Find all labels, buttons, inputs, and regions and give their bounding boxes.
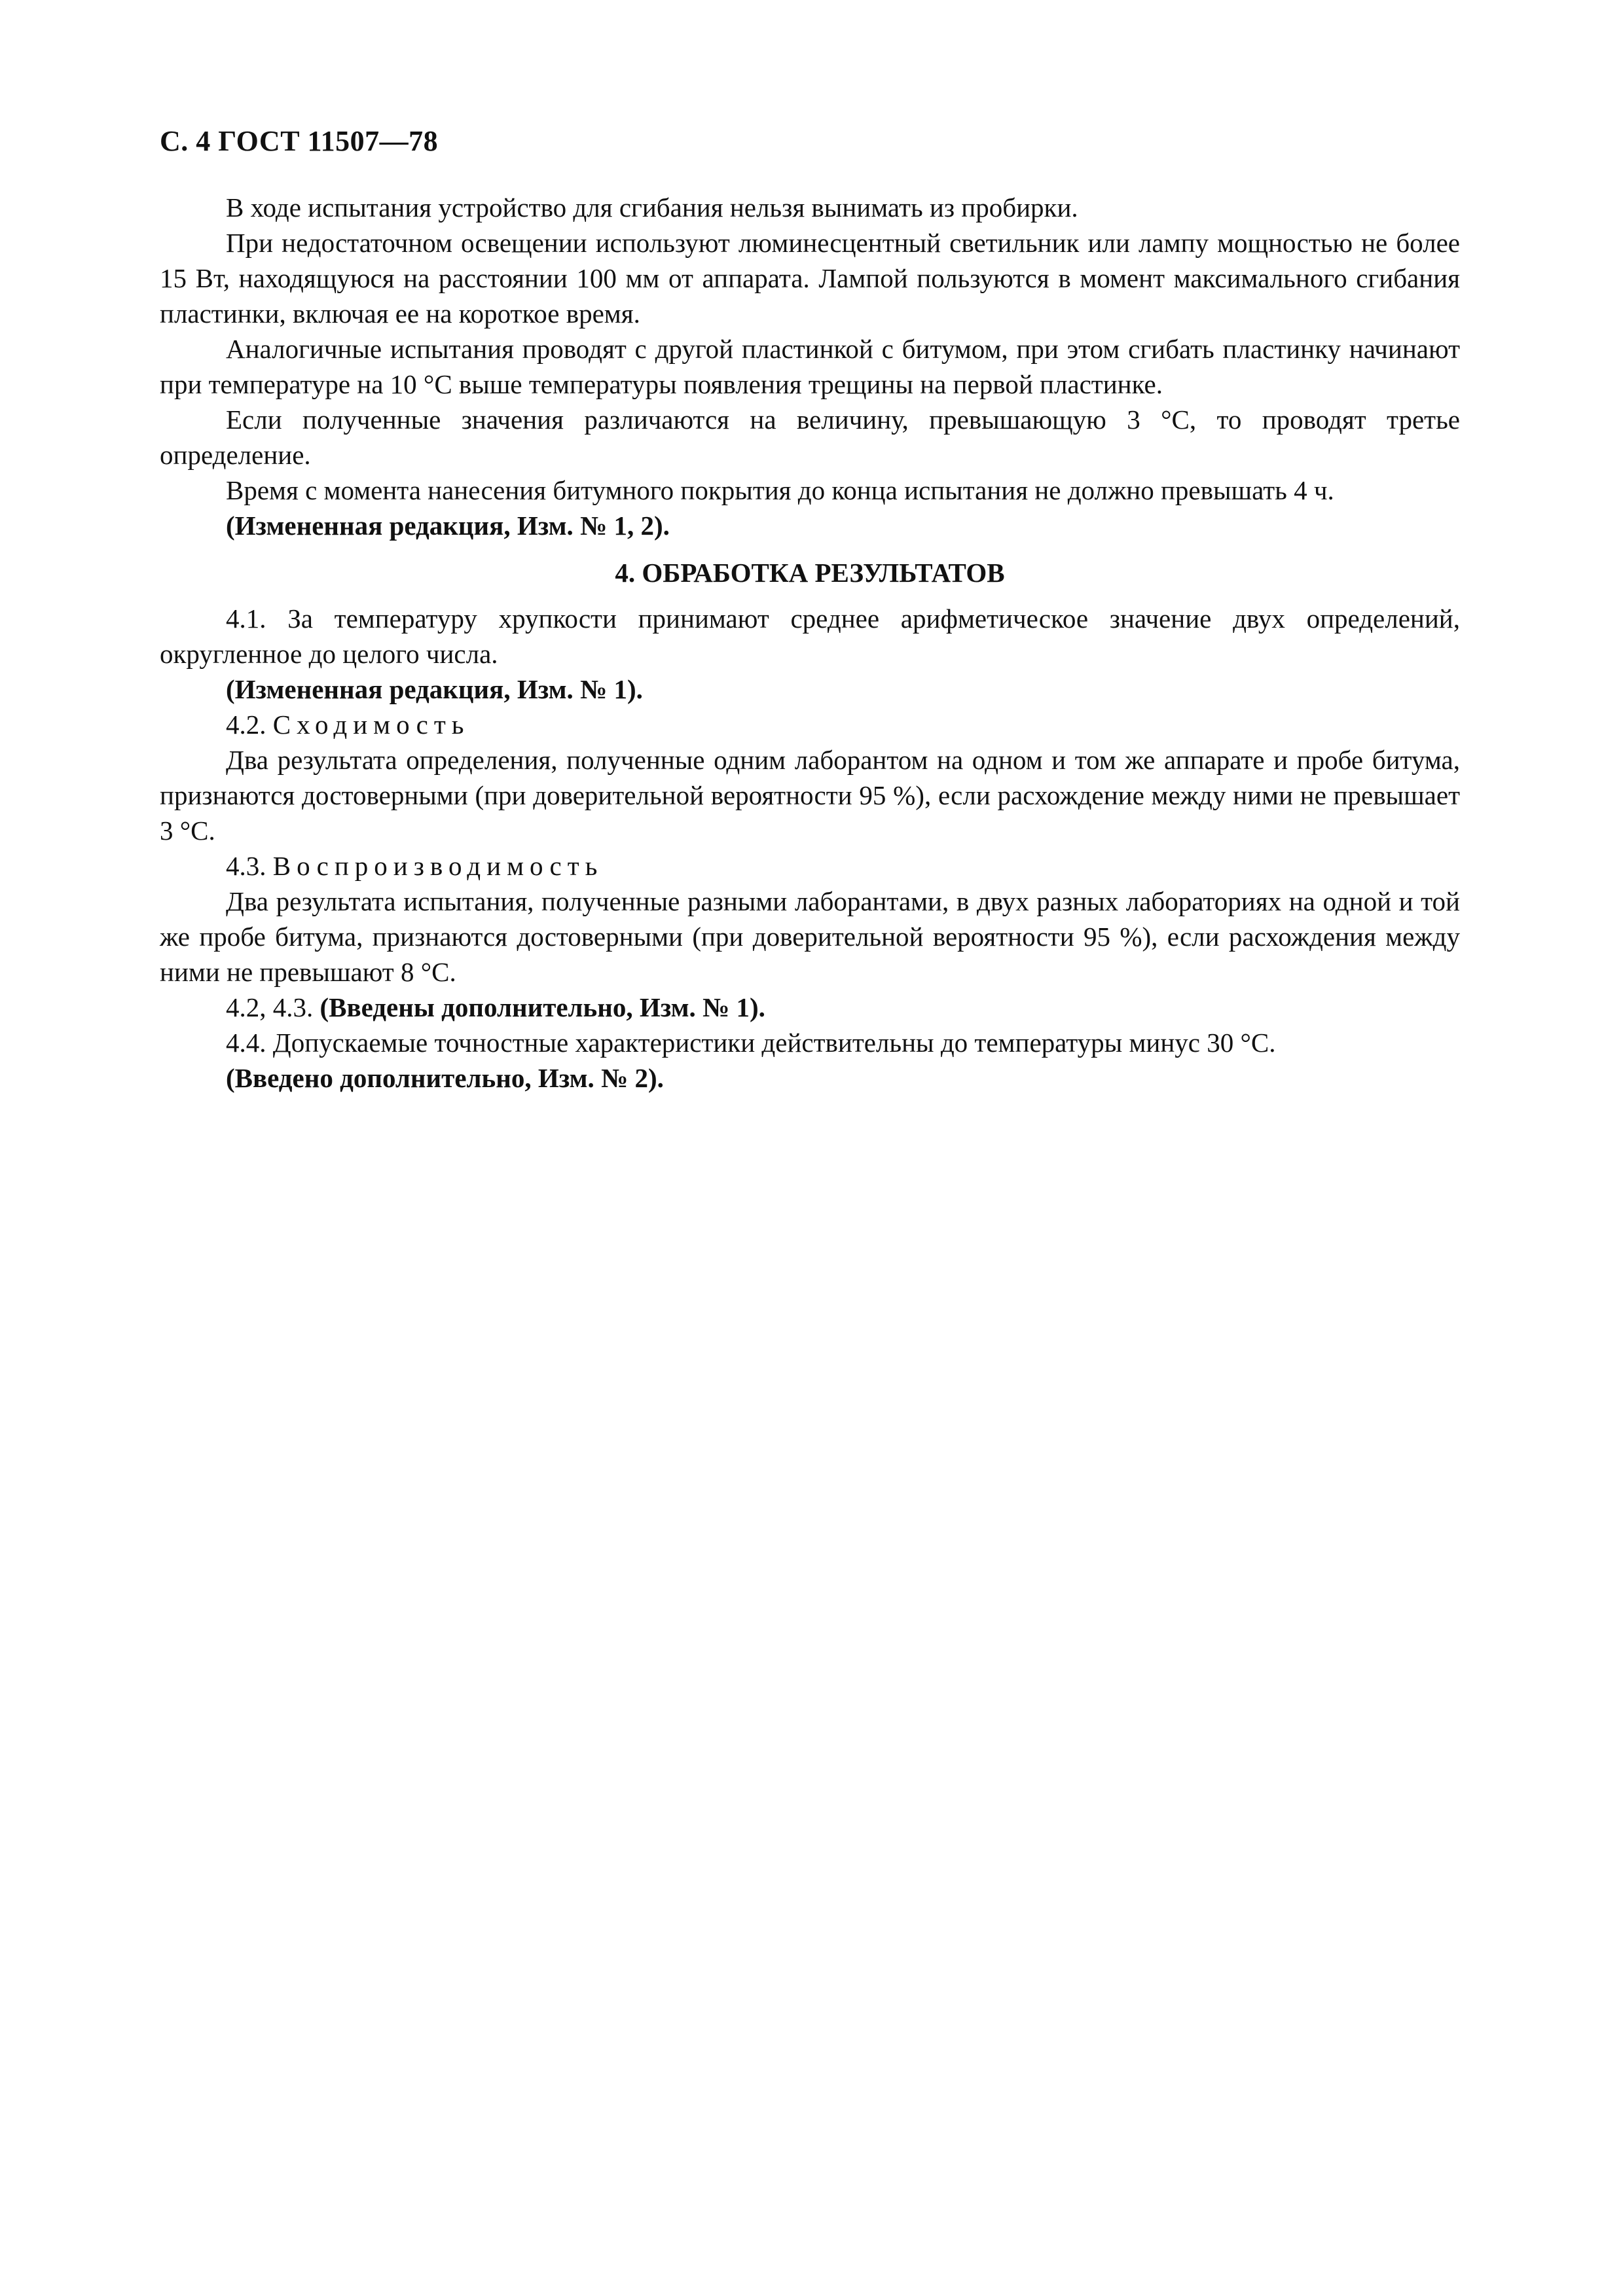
- paragraph-repeat-test: Аналогичные испытания проводят с другой пластинкой с битумом, при этом сгибать пластинку начинают при температуре на 10 °С выше температуры появления трещины на первой пластинке.: [160, 334, 1460, 399]
- clause-4-2-title: Сходимость: [272, 709, 470, 740]
- paragraph-time-limit: Время с момента нанесения битумного покрытия до конца испытания не должно превышать 4 ч.: [226, 475, 1334, 505]
- clause-4-3-text: Два результата испытания, полученные разными лаборантами, в двух разных лабораториях на одной и той же пробе битума, признаются достоверными (при доверительной вероятности 95 %), если расхождения между ними не превышают 8 °С.: [160, 886, 1460, 987]
- clause-4-4-amendment-note: (Введено дополнительно, Изм. № 2).: [226, 1063, 664, 1093]
- clause-4-2-number: 4.2.: [226, 709, 273, 740]
- running-header: С. 4 ГОСТ 11507—78: [160, 125, 439, 157]
- amendment-note: (Измененная редакция, Изм. № 1, 2).: [226, 511, 670, 541]
- clause-4-3-number: 4.3.: [226, 851, 273, 881]
- clause-4-1: 4.1. За температуру хрупкости принимают среднее арифметическое значение двух определений, округленное до целого числа.: [160, 603, 1460, 669]
- paragraph-third-determination: Если полученные значения различаются на величину, превышающую 3 °С, то проводят третье определение.: [160, 404, 1460, 470]
- clause-4-2-text: Два результата определения, полученные одним лаборантом на одном и том же аппарате и пробе битума, признаются достоверными (при доверительной вероятности 95 %), если расхождение между ними не превышает 3 °С.: [160, 745, 1460, 846]
- clause-4-2-4-3-note-text: (Введены дополнительно, Изм. № 1).: [319, 992, 765, 1022]
- section-title: 4. ОБРАБОТКА РЕЗУЛЬТАТОВ: [615, 558, 1005, 588]
- clause-4-3-heading: [160, 848, 1460, 884]
- document-body: [160, 190, 1460, 1096]
- clause-4-2-heading: [160, 707, 1460, 742]
- paragraph-lighting: При недостаточном освещении используют люминесцентный светильник или лампу мощностью не более 15 Вт, находящуюся на расстоянии 100 мм от аппарата. Лампой пользуются в момент максимального сгибания пластинки, включая ее на короткое время.: [160, 228, 1460, 329]
- clause-4-4: 4.4. Допускаемые точностные характеристики действительны до температуры минус 30 °С.: [226, 1028, 1276, 1058]
- clause-4-2-4-3-amendment-note: [160, 990, 1460, 1025]
- clause-4-3-title: Воспроизводимость: [272, 851, 604, 881]
- paragraph-bending-device: В ходе испытания устройство для сгибания нельзя вынимать из пробирки.: [226, 192, 1078, 223]
- clause-4-1-amendment-note: (Измененная редакция, Изм. № 1).: [226, 674, 643, 704]
- clause-4-2-4-3-prefix: 4.2, 4.3.: [226, 992, 320, 1022]
